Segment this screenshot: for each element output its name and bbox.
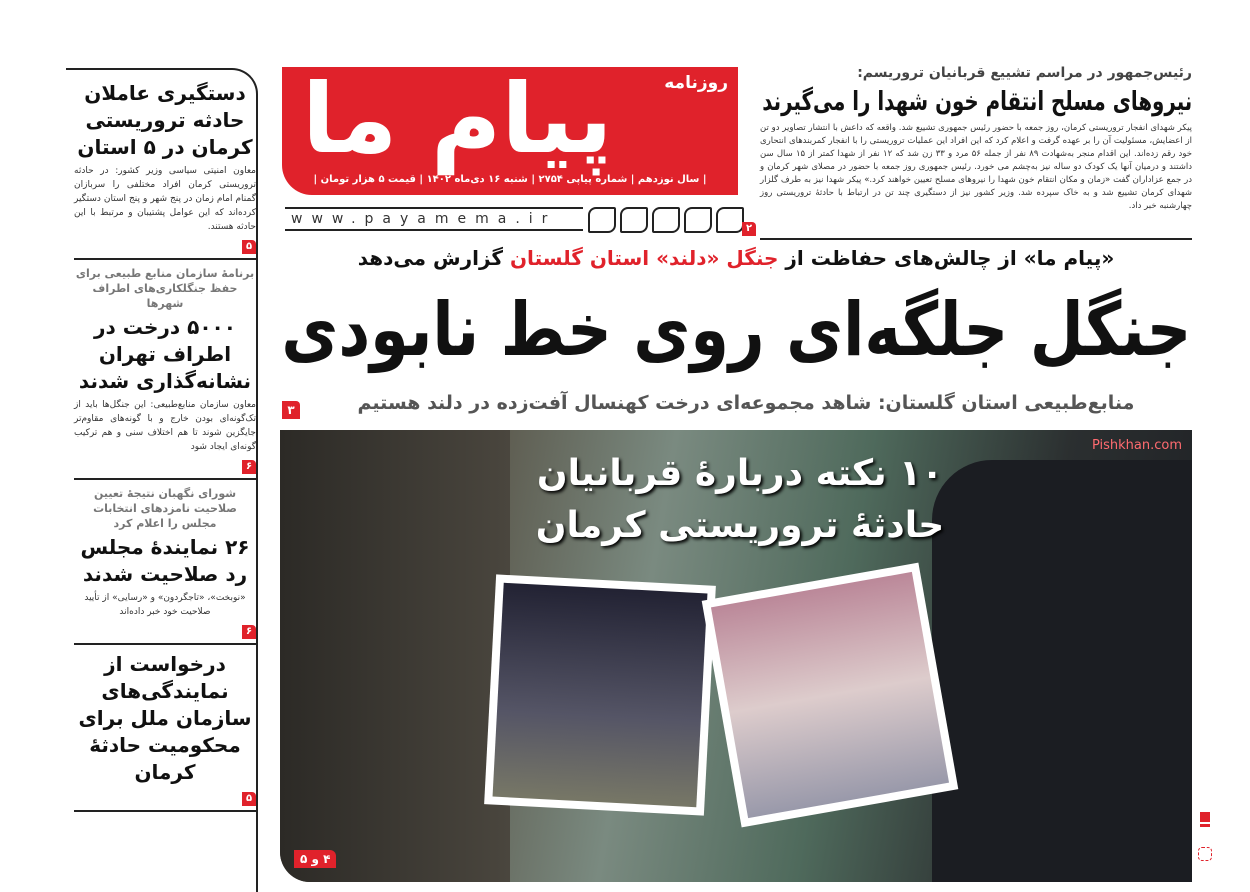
divider	[74, 810, 256, 812]
left-column	[66, 68, 258, 892]
page-badge: ۵	[242, 240, 256, 254]
story-headline: درخواست از نمایندگی‌های سازمان ملل برای محکومیت حادثهٔ کرمان	[78, 652, 252, 784]
story-kicker: برنامهٔ سازمان منابع طبیعی برای حفظ جنگلکاری‌های اطراف شهرها	[75, 267, 255, 310]
main-headline: جنگل جلگه‌ای روی خط نابودی	[280, 287, 1191, 373]
story-body: معاون امنیتی سیاسی وزیر کشور: در حادثه تروریستی کرمان افراد مختلفی را سربازان گمنام امام زمان در پنج شهر و پنج استان دستگیر کرده‌اند که این عوامل پشتیبان و مرتبط با این حادثه هستند.	[74, 166, 256, 232]
story-headline: ۵۰۰۰ درخت در اطراف تهران نشانه‌گذاری شدند	[78, 315, 252, 393]
top-story-headline-wrap	[760, 84, 1192, 120]
camera-icon	[1198, 847, 1212, 861]
top-story-kicker: رئیس‌جمهور در مراسم تشییع قربانیان تروریسم:	[857, 65, 1192, 81]
cover-photo[interactable]	[280, 430, 1192, 882]
left-story-4[interactable]	[74, 651, 256, 812]
divider	[760, 238, 1192, 240]
divider	[74, 478, 256, 480]
top-story-body: پیکر شهدای انفجار تروریستی کرمان، روز جمعه با حضور رئیس جمهوری تشییع شد. واقعه که داعش با انتشار تصاویر دو تن از اعضایش، مسئولیت آن را بر عهده گرفت و اعلام کرد که این افراد این عملیات تروریستی را با انفجار کمربندهای انتحاری خود رقم زده‌اند. این اقدام منجر به‌شهادت ۸۹ نفر از جمله ۵۶ مرد و ۳۳ زن شد که ۱۲ نفر از شهدا کمتر از ۱۵ سال سن داشتند و درمیان آنها یک کودک دو ساله نیز به‌چشم می خورد. رئیس جمهوری روز جمعه با حضور در مصلای شهر کرمان و در جمع عزاداران گفت «زمان و مکان انتقام خون شهدا را نیروهای مسلح تعیین خواهند کرد.» پیکر شهدا نیز به طرف گلزار شهدای کرمان تشییع شد و به خاک سپرده شد. وزیر کشور نیز از دستگیری چند تن در ارتباط با حادثهٔ تروریستی روز چهارشنبه خبر داد.	[760, 123, 1192, 211]
photo-headline-line: ۱۰ نکته دربارهٔ قربانیان	[536, 453, 944, 494]
divider	[74, 643, 256, 645]
left-story-1[interactable]	[74, 80, 256, 260]
page-badge: ۶	[242, 460, 256, 474]
masthead	[282, 63, 738, 195]
side-icons	[1196, 810, 1214, 861]
newspaper-logo: پیام ما	[302, 63, 613, 175]
sub-highlight: جنگل «دلند» استان گلستان	[509, 246, 779, 270]
page-badge: ۴ و ۵	[294, 850, 336, 868]
story-kicker: شورای نگهبان نتیجهٔ تعیین صلاحیت نامزدهای انتخابات مجلس را اعلام کرد	[93, 487, 237, 530]
story-body: «نوبخت»، «تاجگردون» و «رسایی» از تأیید صلاحیت خود خبر داده‌اند	[84, 593, 246, 617]
logo-boxes-icon	[588, 207, 744, 233]
main-deck-wrap	[300, 392, 1192, 418]
story-headline: دستگیری عاملان حادثه تروریستی کرمان در ۵ استان	[77, 81, 253, 159]
story-headline: ۲۶ نمایندهٔ مجلس رد صلاحیت شدند	[80, 535, 250, 586]
page-badge: ۲	[742, 222, 756, 236]
sub-text: گزارش می‌دهد	[357, 246, 510, 270]
page-badge: ۶	[242, 625, 256, 639]
website-url[interactable]: www.payamema.ir	[285, 207, 583, 231]
divider	[74, 258, 256, 260]
issue-info-wrap	[290, 174, 730, 190]
bar-icon	[1200, 824, 1210, 827]
left-story-3[interactable]	[74, 486, 256, 645]
top-story[interactable]	[760, 64, 1192, 213]
page-badge: ۳	[282, 401, 300, 419]
main-headline-wrap[interactable]	[280, 280, 1192, 380]
issue-info: | سال نوزدهم | شماره پیاپی ۲۷۵۴ | شنبه ۱۶ دی‌ماه ۱۴۰۲ | قیمت ۵ هزار تومان |	[313, 174, 707, 185]
main-subheadline	[280, 246, 1192, 274]
photo-headline-line: حادثهٔ تروریستی کرمان	[535, 505, 945, 546]
top-story-headline: نیروهای مسلح انتقام خون شهدا را می‌گیرند	[762, 87, 1192, 117]
page-badge: ۵	[242, 792, 256, 806]
brand-mark-icon	[1200, 812, 1210, 822]
sub-text: «پیام ما» از چالش‌های حفاظت از	[778, 246, 1115, 270]
photo-headline	[450, 448, 1030, 552]
main-deck: منابع‌طبیعی استان گلستان: شاهد مجموعه‌ای درخت کهنسال آفت‌زده در دلند هستیم	[357, 392, 1135, 414]
victim-photo-1	[484, 574, 716, 815]
victim-photo-2	[702, 563, 959, 828]
watermark: Pishkhan.com	[1091, 438, 1182, 453]
masthead-pre: روزنامه	[664, 73, 728, 93]
story-body: معاون سازمان منابع‌طبیعی: این جنگل‌ها باید از تک‌گونه‌ای بودن خارج و با گونه‌های مقاوم‌تر جایگزین شوند تا هم اختلاف سنی و هم ترکیب گونه‌ای ایجاد شود	[74, 400, 256, 452]
left-story-2[interactable]	[74, 266, 256, 480]
